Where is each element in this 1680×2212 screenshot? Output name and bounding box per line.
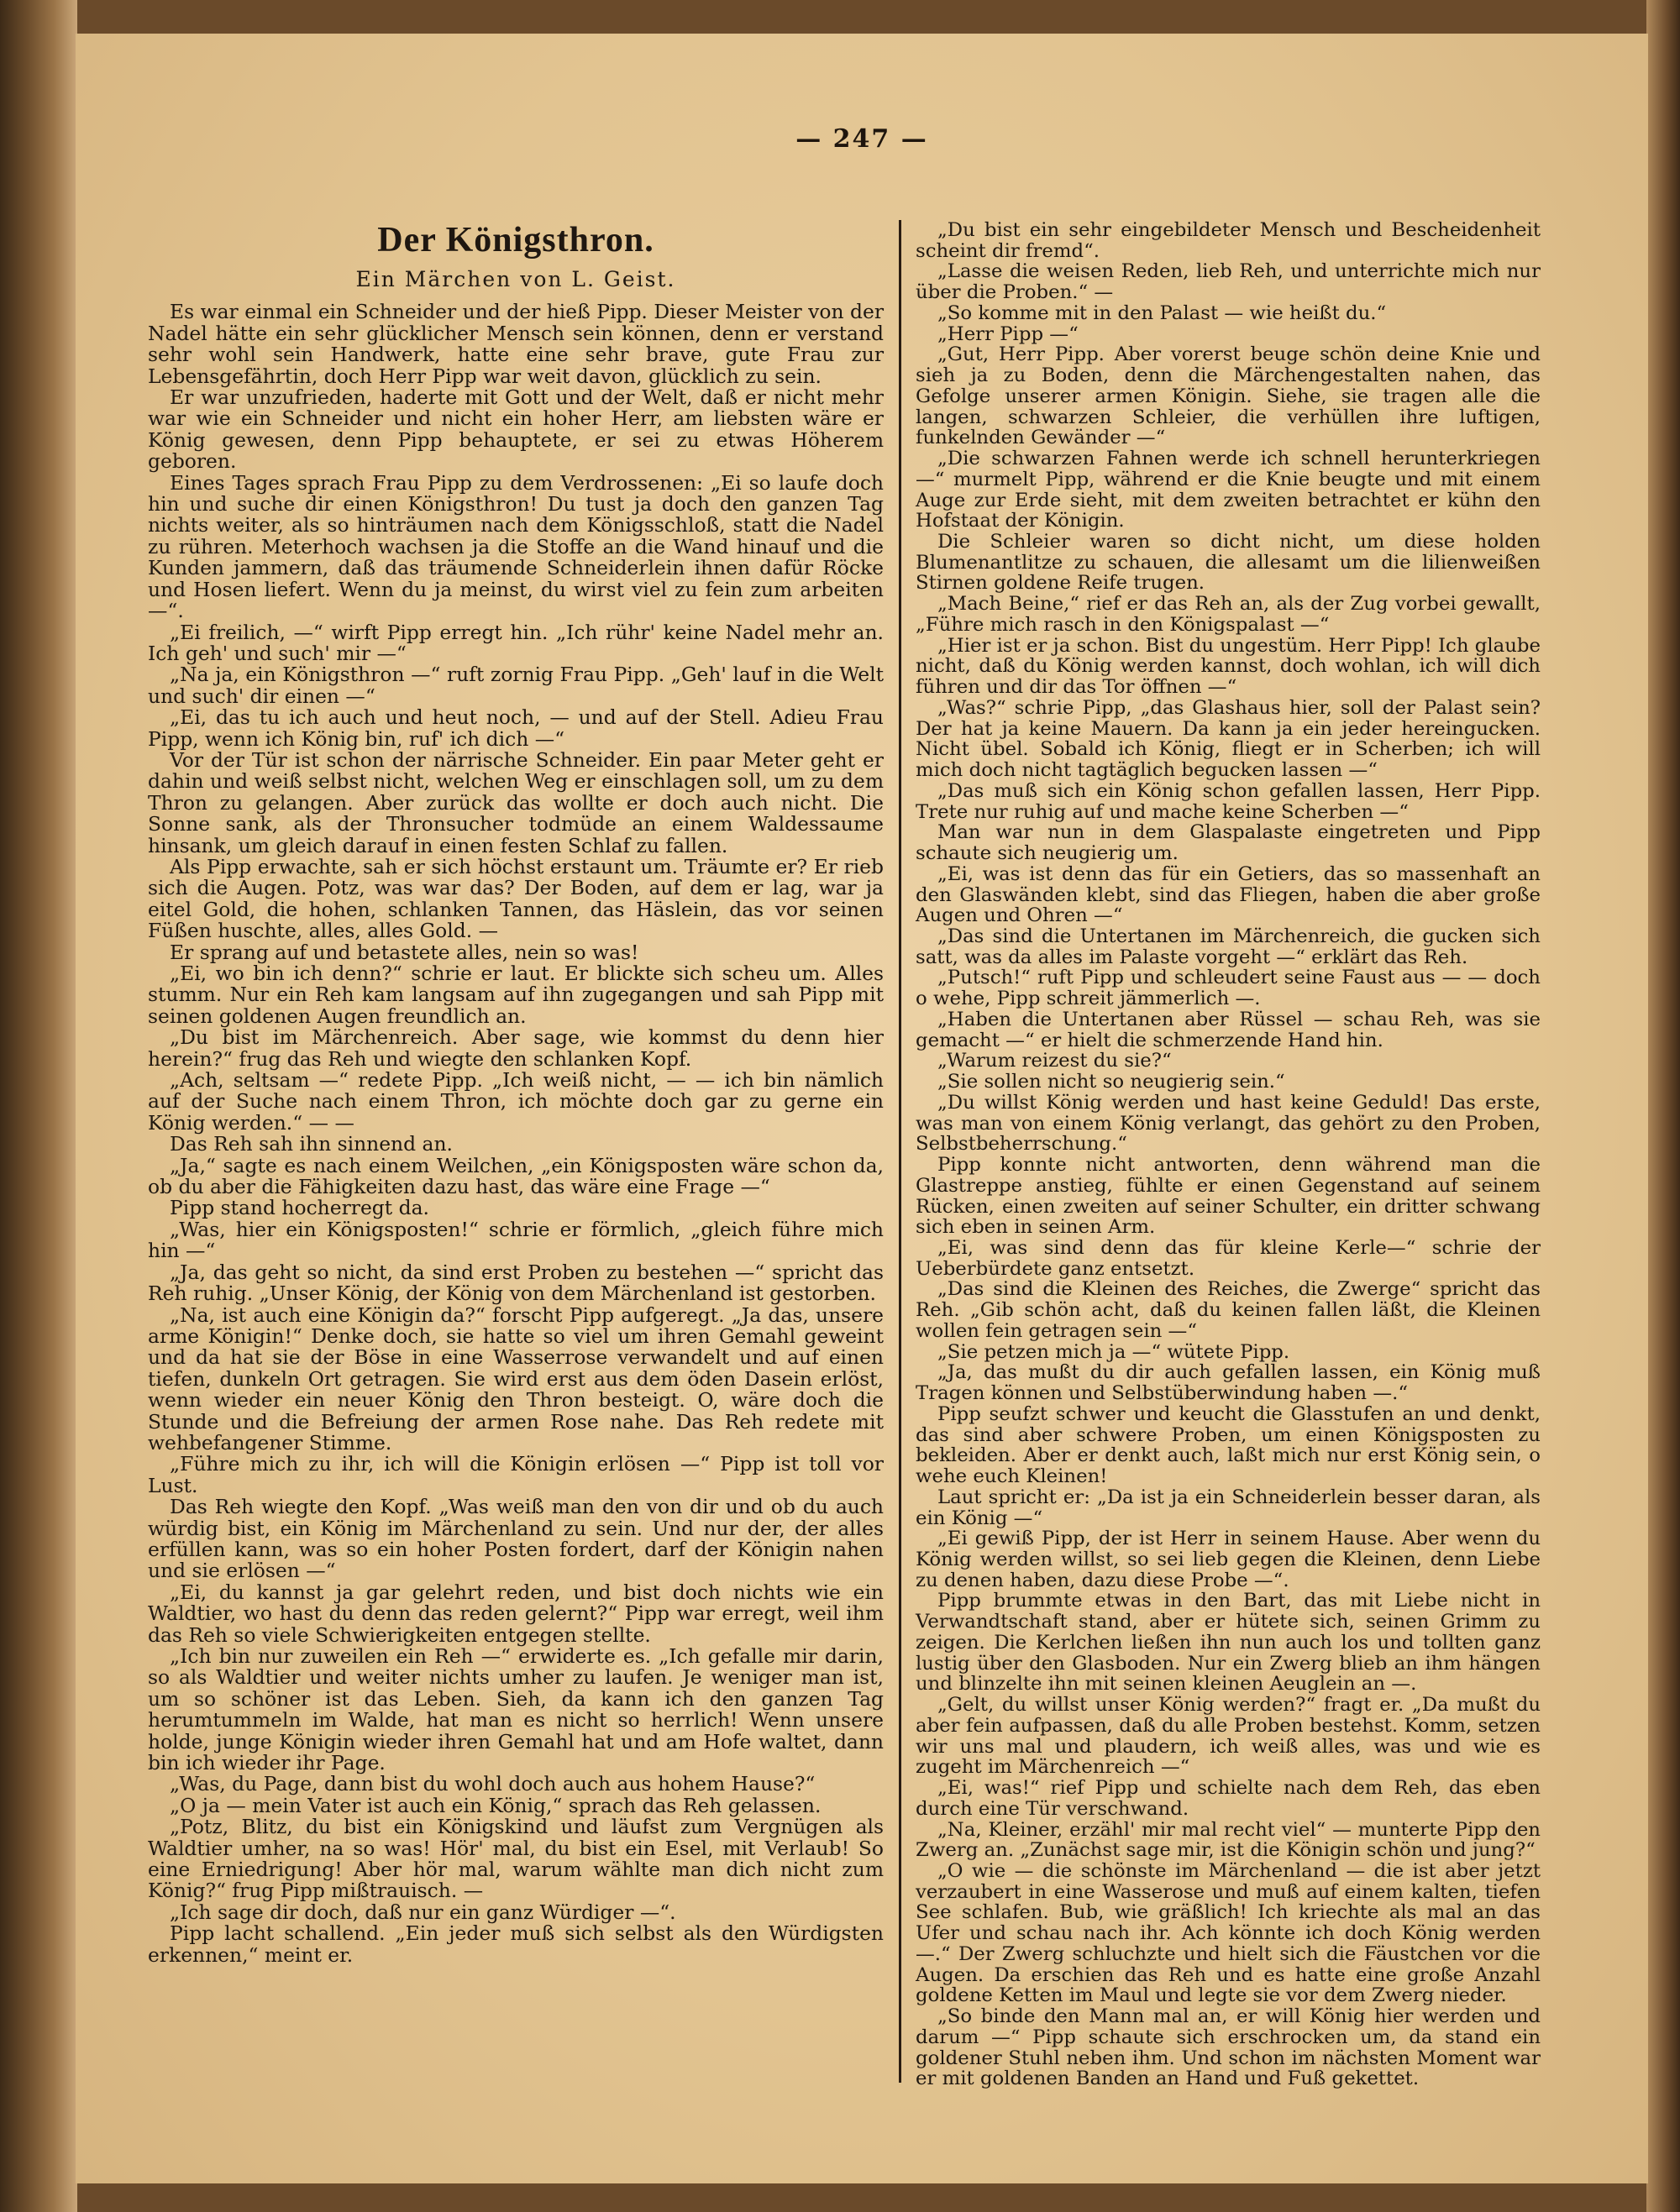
- paragraph: „Na ja, ein Königsthron —“ ruft zornig Frau Pipp. „Geh' lauf in die Welt und such' dir einen —“: [148, 663, 884, 708]
- paragraph: „Ei, was sind denn das für kleine Kerle—“ schrie der Ueberbürdete ganz entsetzt.: [916, 1236, 1541, 1280]
- paragraph: „Was, du Page, dann bist du wohl doch auch aus hohem Hause?“: [170, 1772, 816, 1796]
- paragraph: Es war einmal ein Schneider und der hieß Pipp. Dieser Meister von der Nadel hätte ein sehr glücklicher Mensch sein können, denn er verstand sehr wohl sein Handwerk, hatte eine sehr brave, gute Frau zur Lebensgefährtin, doch Herr Pipp war weit davon, glücklich zu sein.: [148, 300, 884, 388]
- paragraph: „Was?“ schrie Pipp, „das Glashaus hier, soll der Palast sein? Der hat ja keine Mauern. Da kann ja ein jeder hereingucken. Nicht übel. Sobald ich König, fliegt er in Scherben; ich will mich doch nicht tagtäglich begucken lassen —“: [916, 696, 1541, 782]
- paragraph: Pipp stand hocherregt da.: [170, 1196, 429, 1220]
- book-page: [76, 34, 1648, 2183]
- paragraph: „Hier ist er ja schon. Bist du ungestüm. Herr Pipp! Ich glaube nicht, daß du König werden kannst, doch wohlan, ich will dich führen und dir das Tor öffnen —“: [916, 634, 1541, 699]
- paragraph: „Ei, das tu ich auch und heut noch, — und auf der Stell. Adieu Frau Pipp, wenn ich König bin, ruf' ich dich —“: [148, 705, 884, 751]
- paragraph: „Ei freilich, —“ wirft Pipp erregt hin. „Ich rühr' keine Nadel mehr an. Ich geh' und such' mir —“: [148, 620, 884, 665]
- paragraph: Als Pipp erwachte, sah er sich höchst erstaunt um. Träumte er? Er rieb sich die Augen. Potz, was war das? Der Boden, auf dem er lag, war ja eitel Gold, die hohen, schlanken Tannen, das Häslein, das vor seinen Füßen huschte, alles, alles Gold. —: [148, 854, 884, 943]
- paragraph: „Putsch!“ ruft Pipp und schleudert seine Faust aus — — doch o wehe, Pipp schreit jämmerlich —.: [916, 967, 1541, 1010]
- paragraph: Eines Tages sprach Frau Pipp zu dem Verdrossenen: „Ei so laufe doch hin und suche dir einen Königsthron! Du tust ja doch den ganzen Tag nichts weiter, als so hinträumen nach dem Königsschloß, statt die Nadel zu rühren. Meterhoch wachsen ja die Stoffe an die Wand hinauf und die Kunden jammern, daß das träumende Schneiderlein ihnen dafür Röcke und Hosen liefert. Wenn du ja meinst, du wirst viel zu fein zum arbeiten —“.: [148, 470, 884, 623]
- paragraph: Man war nun in dem Glaspalaste eingetreten und Pipp schaute sich neugierig um.: [916, 821, 1541, 865]
- story-title: Der Königsthron.: [377, 221, 654, 259]
- paragraph: Pipp seufzt schwer und keucht die Glasstufen an und denkt, das sind aber schwere Proben, um einen Königsposten zu bekleiden. Aber er denkt auch, laßt mich nur erst König sein, o wehe euch Kleinen!: [916, 1402, 1541, 1488]
- paragraph: Pipp lacht schallend. „Ein jeder muß sich selbst als den Würdigsten erkennen,“ meint er.: [148, 1921, 884, 1967]
- paragraph: „Lasse die weisen Reden, lieb Reh, und unterrichte mich nur über die Proben.“ —: [916, 260, 1541, 304]
- paragraph: „Sie sollen nicht so neugierig sein.“: [937, 1071, 1285, 1093]
- paragraph: Pipp konnte nicht antworten, denn während man die Glastreppe anstieg, fühlte er einen Gegenstand auf seinem Rücken, einen zweiten auf seiner Schulter, ein dritter schwang sich eben in seinen Arm.: [916, 1154, 1541, 1239]
- paragraph: „Das sind die Untertanen im Märchenreich, die gucken sich satt, was da alles im Palaste vorgeht —“ erklärt das Reh.: [916, 925, 1541, 968]
- left-paragraphs: [148, 301, 884, 1966]
- paragraph: „O wie — die schönste im Märchenland — die ist aber jetzt verzaubert in eine Wasserose und muß auf einem kalten, tiefen See schlafen. Bub, wie gräßlich! Ich kriechte als mal an das Ufer und schau nach ihr. Ach könnte ich doch König werden —.“ Der Zwerg schluchzte und hielt sich die Fäustchen vor die Augen. Da erschien das Reh und es hatte eine große Anzahl goldene Ketten im Maul und legte sie vor dem Zwerg nieder.: [916, 1860, 1541, 2007]
- paragraph: „Na, ist auch eine Königin da?“ forscht Pipp aufgeregt. „Ja das, unsere arme Königin!“ Denke doch, sie hatte so viel um ihren Gemahl geweint und da hat sie der Böse in eine Wasserrose verwandelt und auf einen tiefen, dunkeln Ort getragen. Sie wird erst aus dem öden Dasein erlöst, wenn wieder ein neuer König den Thron besteigt. O, wäre doch die Stunde und die Befreiung der armen Rose nahe. Das Reh redete mit wehbefangener Stimme.: [148, 1303, 884, 1455]
- paragraph: „Mach Beine,“ rief er das Reh an, als der Zug vorbei gewallt, „Führe mich rasch in den Königspalast —“: [916, 593, 1541, 636]
- paragraph: Die Schleier waren so dicht nicht, um diese holden Blumenantlitze zu schauen, die allesamt um die lilienweißen Stirnen goldene Reife trugen.: [916, 531, 1541, 595]
- paragraph: „Herr Pipp —“: [937, 322, 1079, 345]
- column-divider: [899, 220, 901, 2083]
- paragraph: „Ich bin nur zuweilen ein Reh —“ erwiderte es. „Ich gefalle mir darin, so als Waldtier und weiter nichts umher zu laufen. Je weniger man ist, um so schöner ist das Leben. Sieh, da kann ich den ganzen Tag herumtummeln im Walde, hat man es nicht so herrlich! Wenn unsere holde, junge Königin wieder ihren Gemahl hat und am Hofe waltet, dann bin ich wieder ihr Page.: [148, 1644, 884, 1775]
- paragraph: „Die schwarzen Fahnen werde ich schnell herunterkriegen —“ murmelt Pipp, während er die Knie beugte und mit einem Auge zur Erde sieht, mit dem zweiten betrachtet er kühn den Hofstaat der Königin.: [916, 448, 1541, 532]
- paragraph: „Ja, das mußt du dir auch gefallen lassen, ein König muß Tragen können und Selbstüberwindung haben —.“: [916, 1361, 1541, 1405]
- paragraph: Er sprang auf und betastete alles, nein so was!: [170, 940, 639, 964]
- book-gutter: [0, 0, 77, 2212]
- paragraph: „Du bist ein sehr eingebildeter Mensch und Bescheidenheit scheint dir fremd“.: [916, 219, 1541, 262]
- paragraph: „Das sind die Kleinen des Reiches, die Zwerge“ spricht das Reh. „Gib schön acht, daß du keinen fallen läßt, die Kleinen wollen fein getragen sein —“: [916, 1278, 1541, 1342]
- paragraph: „Na, Kleiner, erzähl' mir mal recht viel“ — munterte Pipp den Zwerg an. „Zunächst sage mir, ist die Königin schön und jung?“: [916, 1818, 1541, 1862]
- paragraph: Er war unzufrieden, haderte mit Gott und der Welt, daß er nicht mehr war wie ein Schneider und nicht ein hoher Herr, am liebsten wäre er König gewesen, denn Pipp behauptete, er sei zu etwas Höherem geboren.: [148, 385, 884, 474]
- paragraph: Das Reh wiegte den Kopf. „Was weiß man den von dir und ob du auch würdig bist, ein König im Märchenland zu sein. Und nur der, der alles erfüllen kann, was so ein hoher Posten fordert, darf der Königin nahen und sie erlösen —“: [148, 1495, 884, 1583]
- paragraph: „Ja,“ sagte es nach einem Weilchen, „ein Königsposten wäre schon da, ob du aber die Fähigkeiten dazu hast, das wäre eine Frage —“: [148, 1153, 884, 1199]
- paragraph: „Ei, was ist denn das für ein Getiers, das so massenhaft an den Glaswänden klebt, sind das Fliegen, haben die aber große Augen und Ohren —“: [916, 862, 1541, 927]
- paragraph: „So komme mit in den Palast — wie heißt du.“: [937, 301, 1387, 324]
- paragraph: Vor der Tür ist schon der närrische Schneider. Ein paar Meter geht er dahin und weiß selbst nicht, welchen Weg er einschlagen soll, um zu dem Thron zu gelangen. Aber zurück das wollte er doch auch nicht. Die Sonne sank, als der Thronsucher todmüde an einem Waldessaume hinsank, um gleich darauf in einen festen Schlaf zu fallen.: [148, 747, 884, 857]
- paragraph: „Warum reizest du sie?“: [937, 1050, 1172, 1072]
- paragraph: „Ich sage dir doch, daß nur ein ganz Würdiger —“.: [170, 1900, 676, 1924]
- paragraph: „Ja, das geht so nicht, da sind erst Proben zu bestehen —“ spricht das Reh ruhig. „Unser König, der König von dem Märchenland ist gestorben.: [148, 1260, 884, 1306]
- paragraph: Laut spricht er: „Da ist ja ein Schneiderlein besser daran, als ein König —“: [916, 1486, 1541, 1529]
- paragraph: „Ei, du kannst ja gar gelehrt reden, und bist doch nichts wie ein Waldtier, wo hast du denn das reden gelernt?“ Pipp war erregt, weil ihm das Reh so viele Schwierigkeiten entgegen stellte.: [148, 1580, 884, 1647]
- left-column: [148, 220, 884, 1966]
- paragraph: „Potz, Blitz, du bist ein Königskind und läufst zum Vergnügen als Waldtier umher, na so was! Hör' mal, du bist ein Esel, mit Verlaub! So eine Erniedrigung! Aber hör mal, warum wählte man dich nicht zum König?“ frug Pipp mißtrauisch. —: [148, 1815, 884, 1903]
- paragraph: „Du willst König werden und hast keine Geduld! Das erste, was man von einem König verlangt, das gehört zu den Proben, Selbstbeherrschung.“: [916, 1091, 1541, 1156]
- paragraph: „Ach, seltsam —“ redete Pipp. „Ich weiß nicht, — — ich bin nämlich auf der Suche nach einem Thron, ich möchte doch gar zu gerne ein König werden.“ — —: [148, 1068, 884, 1135]
- paragraph: „Was, hier ein Königsposten!“ schrie er förmlich, „gleich führe mich hin —“: [148, 1217, 884, 1263]
- right-column: [916, 220, 1541, 2089]
- paragraph: „Das muß sich ein König schon gefallen lassen, Herr Pipp. Trete nur ruhig auf und mache keine Scherben —“: [916, 779, 1541, 823]
- paragraph: Das Reh sah ihn sinnend an.: [170, 1132, 453, 1156]
- paragraph: „Ei gewiß Pipp, der ist Herr in seinem Hause. Aber wenn du König werden willst, so sei lieb gegen die Kleinen, denn Liebe zu denen haben, dazu diese Probe —“.: [916, 1528, 1541, 1591]
- paragraph: „Sie petzen mich ja —“ wütete Pipp.: [937, 1340, 1290, 1363]
- right-paragraphs: [916, 220, 1541, 2089]
- page-number: — 247 —: [795, 124, 928, 154]
- story-subtitle: Ein Märchen von L. Geist.: [355, 267, 676, 291]
- paragraph: „Ei, was!“ rief Pipp und schielte nach dem Reh, das eben durch eine Tür verschwand.: [916, 1777, 1541, 1820]
- paragraph: „O ja — mein Vater ist auch ein König,“ sprach das Reh gelassen.: [170, 1793, 822, 1817]
- paragraph: „Gut, Herr Pipp. Aber vorerst beuge schön deine Knie und sieh ja zu Boden, denn die Märchengestalten nahen, das Gefolge unserer armen Königin. Siehe, sie tragen alle die langen, schwarzen Schleier, die verhüllen ihre luftigen, funkelnden Gewänder —“: [916, 343, 1541, 449]
- page-edge: [1646, 0, 1680, 2212]
- paragraph: „Du bist im Märchenreich. Aber sage, wie kommst du denn hier herein?“ frug das Reh und wiegte den schlanken Kopf.: [148, 1025, 884, 1071]
- paragraph: „So binde den Mann mal an, er will König hier werden und darum —“ Pipp schaute sich erschrocken um, da stand ein goldener Stuhl neben ihm. Und schon im nächsten Moment war er mit goldenen Banden an Hand und Fuß gekettet.: [916, 2005, 1541, 2090]
- paragraph: „Führe mich zu ihr, ich will die Königin erlösen —“ Pipp ist toll vor Lust.: [148, 1452, 884, 1497]
- paragraph: „Ei, wo bin ich denn?“ schrie er laut. Er blickte sich scheu um. Alles stumm. Nur ein Reh kam langsam auf ihn zugegangen und sah Pipp mit seinen goldenen Augen freundlich an.: [148, 962, 884, 1028]
- paragraph: Pipp brummte etwas in den Bart, das mit Liebe nicht in Verwandtschaft stand, aber er hütete sich, seinen Grimm zu zeigen. Die Kerlchen ließen ihn nun auch los und tollten ganz lustig über den Glasboden. Nur ein Zwerg blieb an ihm hängen und blinzelte ihn mit seinen kleinen Aeuglein an —.: [916, 1590, 1541, 1696]
- paragraph: „Gelt, du willst unser König werden?“ fragt er. „Da mußt du aber fein aufpassen, daß du alle Proben bestehst. Komm, setzen wir uns mal und plaudern, ich weiß alles, was und wie es zugeht im Märchenreich —“: [916, 1694, 1541, 1779]
- paragraph: „Haben die Untertanen aber Rüssel — schau Reh, was sie gemacht —“ er hielt die schmerzende Hand hin.: [916, 1008, 1541, 1051]
